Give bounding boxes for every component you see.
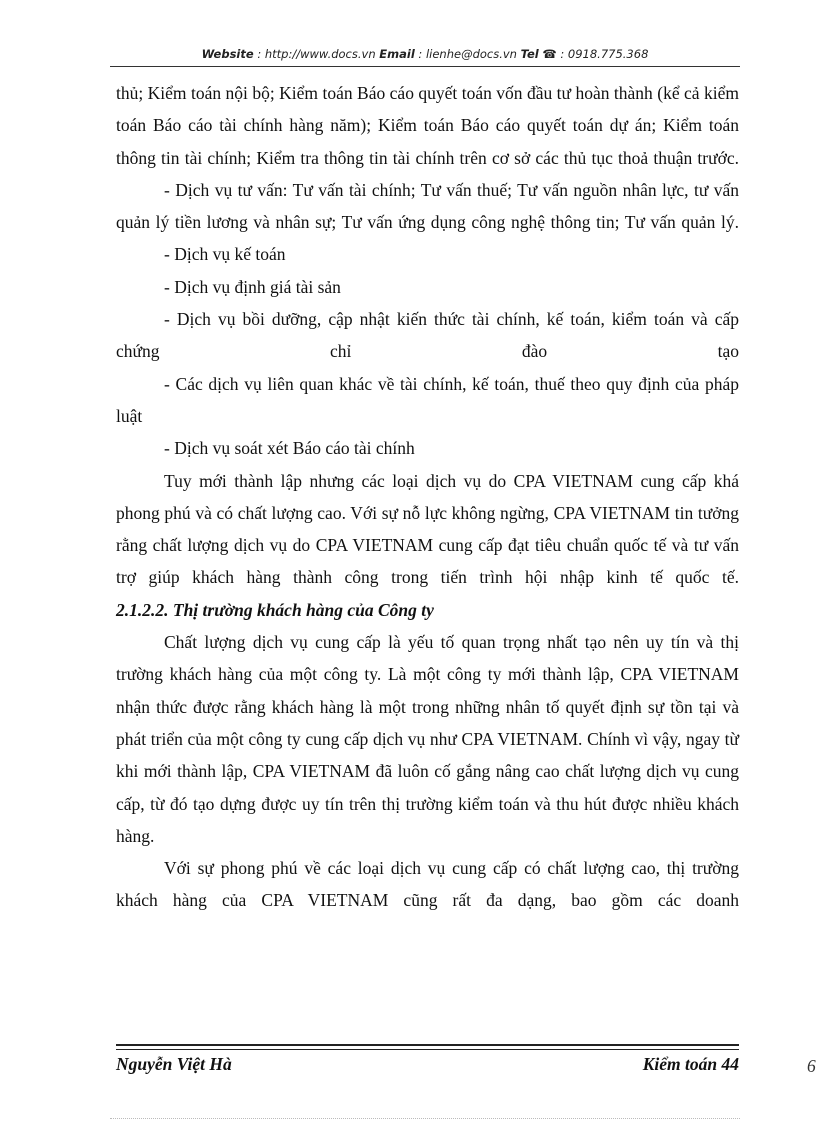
footer-divider xyxy=(116,1044,739,1046)
paragraph-review-services: - Dịch vụ soát xét Báo cáo tài chính xyxy=(164,438,415,459)
paragraph-service-quality: Tuy mới thành lập nhưng các loại dịch vụ do CPA VIETNAM cung cấp khá phong phú và có chất lượng cao. Với sự nỗ lực không ngừng, CPA VIETNAM tin tưởng rằng chất lượng dịch vụ do CPA VIETNAM cung cấp đạt tiêu chuẩn quốc tế và tư vấn trợ giúp khách hàng thành công trong tiến trình hội nhập kinh tế quốc tế. xyxy=(116,470,739,588)
document-body xyxy=(116,77,739,917)
page-footer xyxy=(116,1054,739,1075)
footer-author: Nguyễn Việt Hà xyxy=(116,1054,232,1074)
website-label: Website xyxy=(201,47,254,61)
email-value: : lienhe@docs.vn xyxy=(414,47,521,61)
paragraph-customer-market: Chất lượng dịch vụ cung cấp là yếu tố quan trọng nhất tạo nên uy tín và thị trường khách hàng của một công ty. Là một công ty mới thành lập, CPA VIETNAM nhận thức được rằng khách hàng là một trong những nhân tố quyết định sự tồn tại và phát triển của một công ty cung cấp dịch vụ như CPA VIETNAM. Chính vì vậy, ngay từ khi mới thành lập, CPA VIETNAM đã luôn cố gắng nâng cao chất lượng dịch vụ cung cấp, từ đó tạo dựng được uy tín trên thị trường kiểm toán và thu hút được nhiều khách hàng. xyxy=(116,632,739,846)
paragraph-valuation-services: - Dịch vụ định giá tài sản xyxy=(164,276,341,297)
paragraph-training-services: - Dịch vụ bồi dưỡng, cập nhật kiến thức tài chính, kế toán, kiểm toán và cấp chứng chỉ đào tạo xyxy=(116,309,739,362)
paragraph-accounting-services: - Dịch vụ kế toán xyxy=(164,244,286,265)
footer-class: Kiểm toán 44 xyxy=(642,1054,739,1074)
paragraph-diverse-customers: Với sự phong phú về các loại dịch vụ cung cấp có chất lượng cao, thị trường khách hàng của CPA VIETNAM cũng rất đa dạng, bao gồm các doanh xyxy=(116,858,739,911)
email-label: Email xyxy=(379,47,415,61)
page-number: 6 xyxy=(807,1056,816,1076)
page-bottom-border xyxy=(110,1118,740,1119)
paragraph-other-services: - Các dịch vụ liên quan khác về tài chính, kế toán, thuế theo quy định của pháp luật xyxy=(116,373,739,426)
phone-icon: ☎ xyxy=(542,47,557,61)
paragraph-consulting-services: - Dịch vụ tư vấn: Tư vấn tài chính; Tư vấn thuế; Tư vấn nguồn nhân lực, tư vấn quản lý tiền lương và nhân sự; Tư vấn ứng dụng công nghệ thông tin; Tư vấn quản lý. xyxy=(116,179,739,233)
tel-value: : 0918.775.368 xyxy=(556,47,649,61)
page-header xyxy=(110,47,740,61)
paragraph-audit-services-cont: thủ; Kiểm toán nội bộ; Kiểm toán Báo cáo quyết toán vốn đầu tư hoàn thành (kể cả kiểm toán Báo cáo tài chính hàng năm); Kiểm toán Báo cáo quyết toán dự án; Kiểm toán thông tin tài chính; Kiểm tra thông tin tài chính trên cơ sở các thủ tục thoả thuận trước. xyxy=(116,83,739,168)
section-title: 2.1.2.2. Thị trường khách hàng của Công ty xyxy=(116,599,434,620)
tel-label: Tel xyxy=(520,47,539,61)
header-divider xyxy=(110,66,740,67)
website-value: : http://www.docs.vn xyxy=(253,47,380,61)
footer-divider-thin xyxy=(116,1049,739,1050)
